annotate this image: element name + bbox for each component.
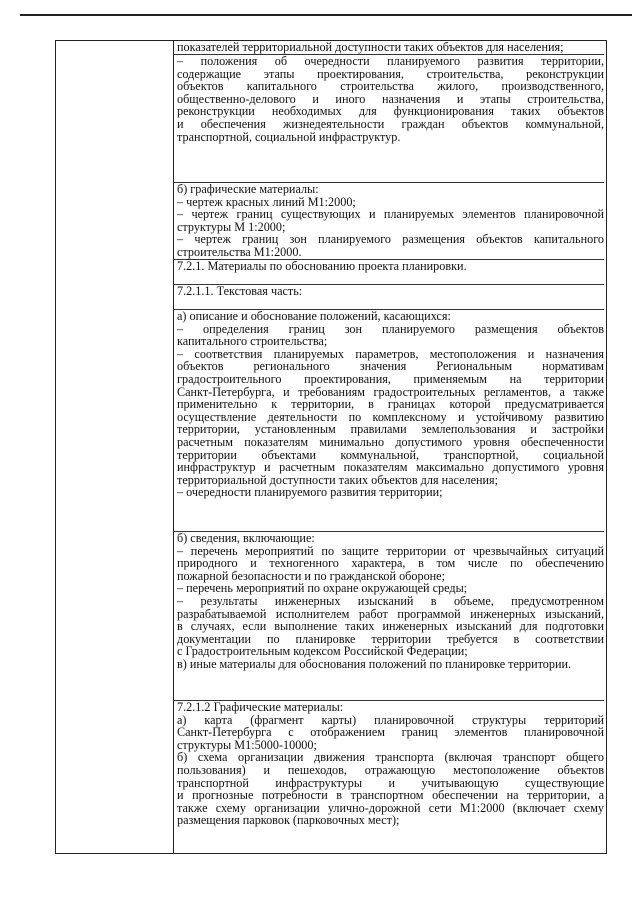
text-line: Санкт-Петербурга с отображением границ элементов планировочной (177, 725, 604, 740)
text-line: – чертеж границ существующих и планируемых элементов планировочной (177, 207, 604, 222)
text-line: территориальной доступности таких объектов для населения; (177, 472, 499, 487)
text-line: – чертеж красных линий М1:2000; (177, 194, 356, 209)
text-line: объектов капитального строительства жилого, производственного, (177, 79, 604, 94)
text-line: пользования) и пешеходов, отражающую местоположение объектов (177, 762, 604, 777)
text-line: – чертеж границ зон планируемого размещения объектов капитального (177, 232, 604, 247)
text-line: территории объектами коммунальной, транспортной, социальной (177, 447, 604, 462)
text-line: б) схема организации движения транспорта (включая транспорт общего (177, 750, 604, 765)
text-line: – результаты инженерных изысканий в объеме, предусмотренном (177, 593, 604, 608)
text-line: природного и техногенного характера, в том числе по обеспечению (177, 556, 604, 571)
left-column-empty (56, 41, 174, 853)
text-row (174, 309, 604, 499)
text-line: показателей территориальной доступности таких объектов для населения; (177, 40, 564, 54)
text-line: капитального строительства; (177, 334, 328, 349)
text-line: также схему организации улично-дорожной сети М1:2000 (включает схему (177, 800, 604, 815)
text-line: реконструкции необходимых для функционирования таких объектов (177, 104, 604, 119)
text-row (174, 259, 604, 273)
text-line: документации по планировке территории требуется в соответствии (177, 631, 604, 646)
text-line: с Градостроительным кодексом Российской Федерации; (177, 644, 468, 659)
text-line: структуры М 1:2000; (177, 219, 286, 234)
text-line: содержащие этапы проектирования, строительства, реконструкции (177, 66, 604, 81)
right-column-text (174, 41, 606, 853)
text-line: объектов регионального значения Региональным нормативам (177, 359, 604, 374)
text-line: размещения парковок (парковочных мест); (177, 813, 400, 828)
text-line: – перечень мероприятий по защите территории от чрезвычайных ситуаций (177, 543, 604, 558)
text-line: применительно к территории, в границах которой предусматривается (177, 397, 604, 412)
text-line: – определения границ зон планируемого размещения объектов (177, 321, 604, 336)
text-line: транспортной инфраструктуры и учитывающую существующие (177, 775, 604, 790)
text-line: структуры М1:5000-10000; (177, 737, 317, 752)
text-line: инфраструктур и расчетным показателям максимально допустимого уровня (177, 460, 604, 475)
text-line: б) графические материалы: (177, 182, 319, 196)
text-row (174, 54, 604, 143)
text-row (174, 700, 604, 827)
text-line: территории, установленным правилами землепользования и застройки (177, 422, 604, 437)
text-line: б) сведения, включающие: (177, 531, 315, 545)
text-line: и прогнозные потребности в транспортном обеспечении на территории, а (177, 788, 604, 803)
text-line: градостроительного проектирования, применяемым на территории (177, 371, 604, 386)
text-line: в) иные материалы для обоснования положений по планировке территории. (177, 656, 572, 671)
text-line: 7.2.1.1. Текстовая часть: (177, 284, 303, 298)
text-line: строительства М1:2000. (177, 244, 302, 259)
text-line: 7.2.1.2 Графические материалы: (177, 700, 344, 714)
text-line: – положения об очередности планируемого развития территории, (177, 54, 604, 68)
text-row (174, 41, 604, 54)
text-line: – очередности планируемого развития территории; (177, 485, 443, 500)
text-row (174, 284, 604, 298)
text-row (174, 531, 604, 671)
text-line: общественно-делового и иного назначения и этапы строительства, (177, 91, 604, 106)
text-line: а) описание и обоснование положений, касающихся: (177, 309, 451, 323)
text-line: осуществление деятельности по комплексному и устойчивому развитию (177, 409, 604, 424)
text-line: транспортной, социальной инфраструктур. (177, 129, 401, 144)
text-line: в случаях, если выполнение таких инженерных изысканий для подготовки (177, 619, 604, 634)
text-line: разрабатываемой исполнителем работ программой инженерных изысканий, (177, 606, 604, 621)
text-line: а) карта (фрагмент карты) планировочной структуры территорий (177, 712, 604, 727)
text-line: 7.2.1. Материалы по обоснованию проекта планировки. (177, 259, 467, 273)
text-line: – перечень мероприятий по охране окружающей среды; (177, 581, 468, 596)
text-line: – соответствия планируемых параметров, местоположения и назначения (177, 346, 604, 361)
text-row (174, 182, 604, 259)
text-line: Санкт-Петербурга, и требованиям градостроительных регламентов, а также (177, 384, 604, 399)
text-line: и обеспечения жизнедеятельности граждан объектов коммунальной, (177, 116, 604, 131)
text-line: расчетным показателям минимально допустимого уровня обеспеченности (177, 434, 604, 449)
document-table (55, 40, 607, 854)
text-line: пожарной безопасности и по гражданской обороне; (177, 568, 445, 583)
page-top-rule (20, 14, 632, 16)
